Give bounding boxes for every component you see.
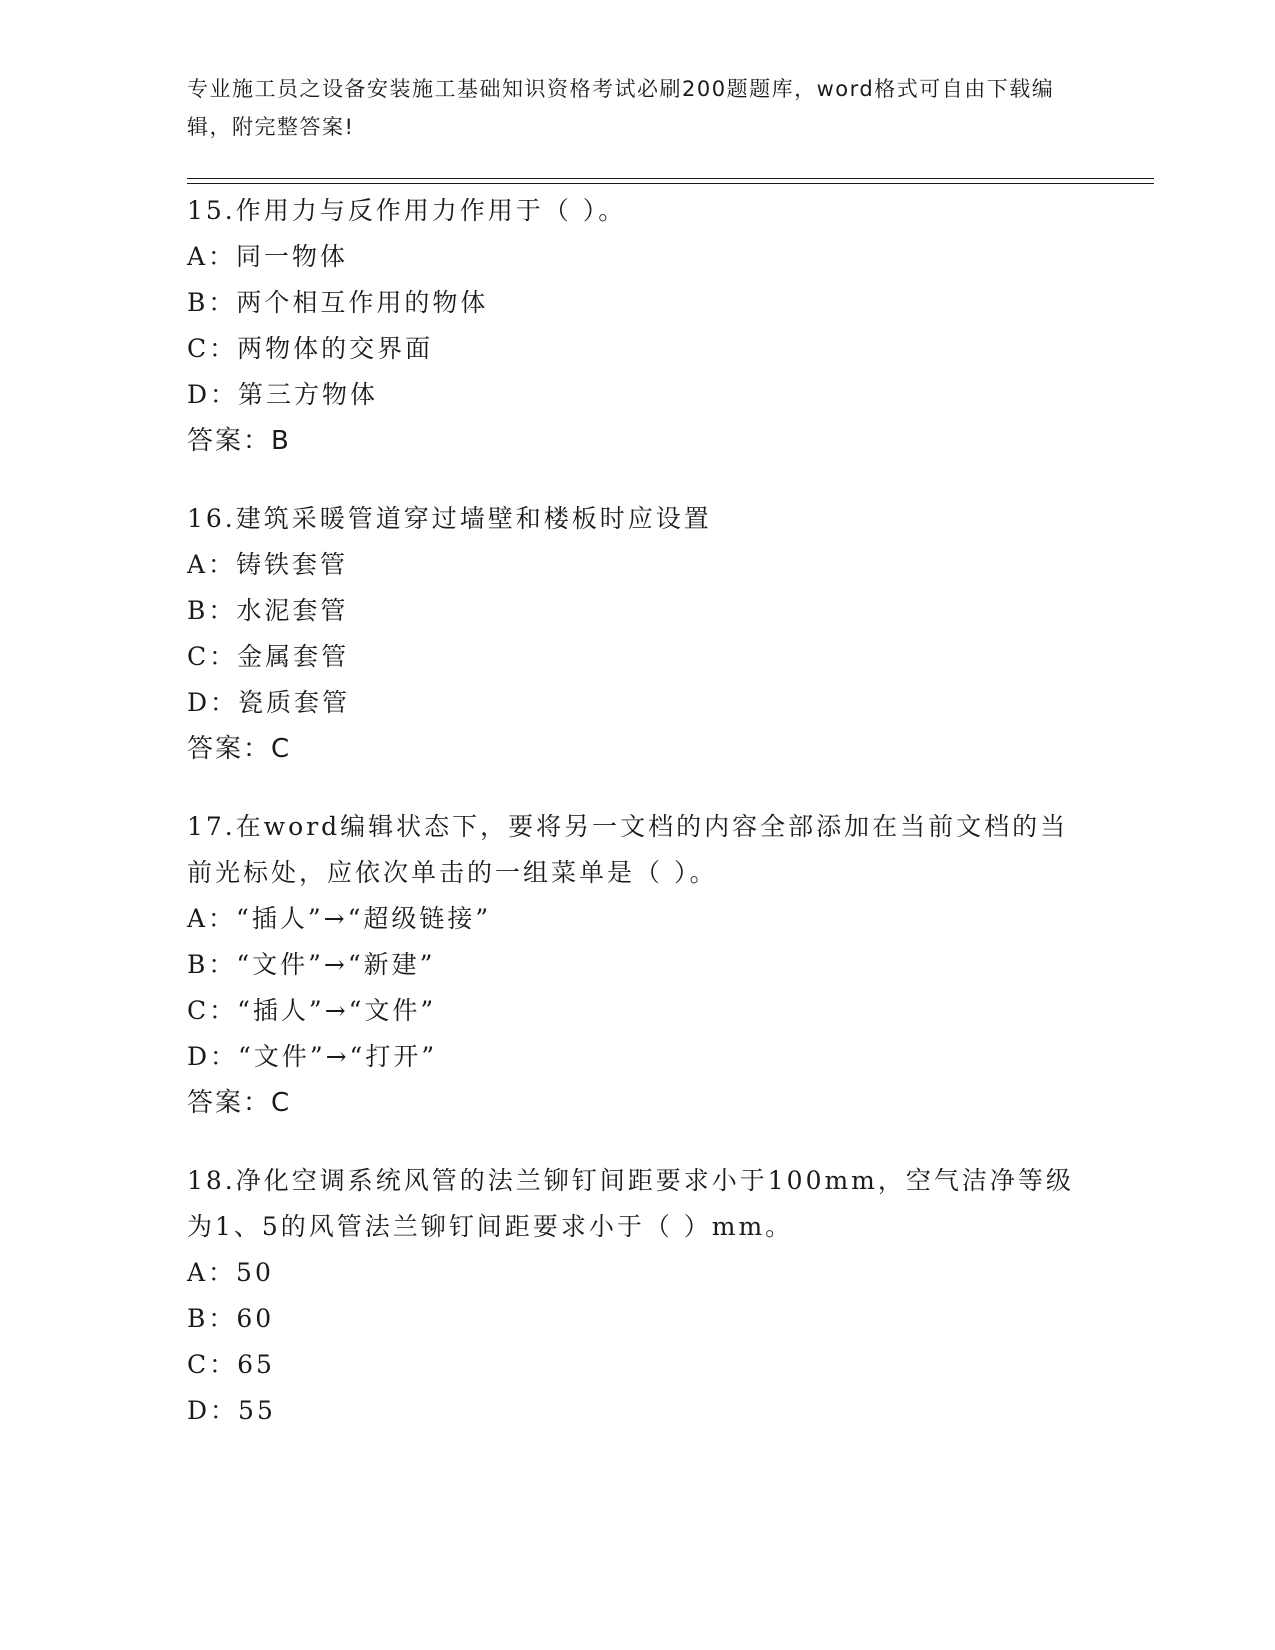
option-d: D：55 — [187, 1396, 276, 1425]
option-a: A：同一物体 — [187, 242, 349, 271]
option-b: B：两个相互作用的物体 — [187, 288, 489, 317]
header-divider-top — [187, 178, 1154, 179]
option-d: D：第三方物体 — [187, 380, 379, 409]
answer-label: 答案：C — [187, 734, 292, 764]
question-title: 17.在word编辑状态下，要将另一文档的内容全部添加在当前文档的当前光标处，应依次单击的一组菜单是（ ）。 — [187, 812, 1069, 887]
option-a: A：铸铁套管 — [187, 550, 349, 579]
option-d: D：“文件”→“打开” — [187, 1042, 438, 1071]
answer-label: 答案：B — [187, 426, 291, 456]
option-c: C：金属套管 — [187, 642, 350, 671]
option-c: C：“插人”→“文件” — [187, 996, 437, 1025]
option-d: D：瓷质套管 — [187, 688, 351, 717]
question-title: 18.净化空调系统风管的法兰铆钉间距要求小于100mm，空气洁净等级为1、5的风管法兰铆钉间距要求小于（ ）mm。 — [187, 1166, 1074, 1241]
option-a: A：“插人”→“超级链接” — [187, 904, 492, 933]
question-17 — [187, 804, 1087, 1126]
answer-label: 答案：C — [187, 1088, 292, 1118]
option-b: B：水泥套管 — [187, 596, 349, 625]
option-c: C：两物体的交界面 — [187, 334, 434, 363]
option-a: A：50 — [187, 1258, 274, 1287]
question-18 — [187, 1158, 1087, 1434]
question-16 — [187, 496, 1087, 772]
document-intro: 专业施工员之设备安装施工基础知识资格考试必刷200题题库，word格式可自由下载编辑，附完整答案! — [187, 77, 1055, 139]
question-list — [187, 188, 1087, 1466]
option-c: C：65 — [187, 1350, 275, 1379]
option-b: B：“文件”→“新建” — [187, 950, 436, 979]
question-title: 16.建筑采暖管道穿过墙壁和楼板时应设置 — [187, 504, 712, 533]
header-divider-bottom — [187, 183, 1154, 184]
question-title: 15.作用力与反作用力作用于（ ）。 — [187, 196, 627, 225]
option-b: B：60 — [187, 1304, 275, 1333]
question-15 — [187, 188, 1087, 464]
